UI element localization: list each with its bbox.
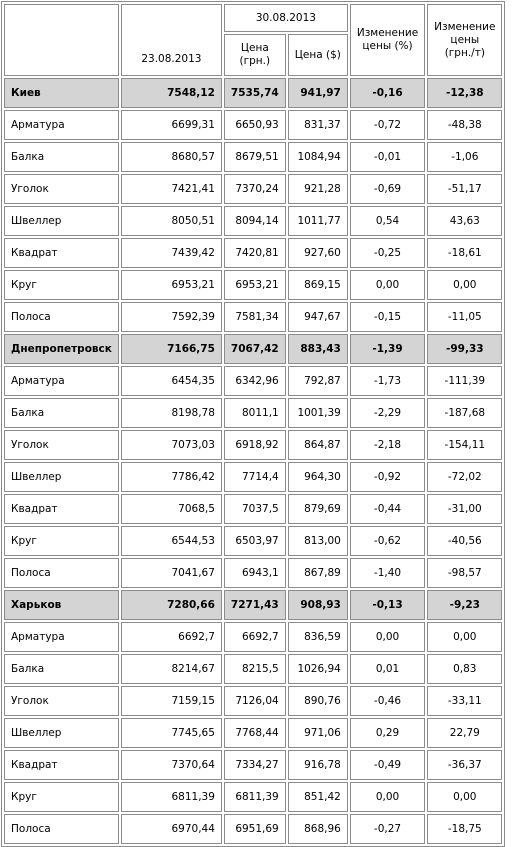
cell-name: Круг (4, 526, 119, 556)
table-row (4, 750, 502, 780)
header-row-top (4, 4, 502, 32)
cell-price-usd: 971,06 (288, 718, 348, 748)
cell-change-abs: -40,56 (427, 526, 502, 556)
cell-price-usd: 1001,39 (288, 398, 348, 428)
cell-change-abs: -33,11 (427, 686, 502, 716)
cell-change-abs: -98,57 (427, 558, 502, 588)
cell-price-prev: 6699,31 (121, 110, 222, 140)
cell-price-prev: 7592,39 (121, 302, 222, 332)
cell-price-usd: 813,00 (288, 526, 348, 556)
cell-change-abs: -18,61 (427, 238, 502, 268)
cell-change-abs: -154,11 (427, 430, 502, 460)
city-row (4, 334, 502, 364)
cell-price-prev: 7548,12 (121, 78, 222, 108)
cell-price-usd: 868,96 (288, 814, 348, 844)
cell-name: Полоса (4, 814, 119, 844)
cell-change-pct: -0,25 (350, 238, 425, 268)
table-row (4, 430, 502, 460)
header-change-abs: Изменение цены (грн./т) (427, 4, 502, 76)
cell-name: Полоса (4, 558, 119, 588)
cell-price-usd: 908,93 (288, 590, 348, 620)
cell-price-usd: 1011,77 (288, 206, 348, 236)
table-row (4, 174, 502, 204)
cell-price-uah: 7714,4 (224, 462, 286, 492)
table-row (4, 302, 502, 332)
cell-price-prev: 6970,44 (121, 814, 222, 844)
cell-change-pct: -2,18 (350, 430, 425, 460)
cell-name: Круг (4, 782, 119, 812)
cell-change-abs: -51,17 (427, 174, 502, 204)
cell-price-uah: 7370,24 (224, 174, 286, 204)
cell-change-pct: 0,29 (350, 718, 425, 748)
cell-name: Квадрат (4, 750, 119, 780)
cell-name: Квадрат (4, 238, 119, 268)
cell-change-abs: -48,38 (427, 110, 502, 140)
cell-price-usd: 916,78 (288, 750, 348, 780)
cell-price-uah: 8679,51 (224, 142, 286, 172)
cell-price-usd: 1084,94 (288, 142, 348, 172)
cell-change-pct: -0,16 (350, 78, 425, 108)
cell-name: Квадрат (4, 494, 119, 524)
table-row (4, 398, 502, 428)
table-row (4, 494, 502, 524)
header-price-usd: Цена ($) (288, 34, 348, 76)
cell-price-usd: 947,67 (288, 302, 348, 332)
cell-change-abs: 0,00 (427, 782, 502, 812)
cell-change-pct: -0,27 (350, 814, 425, 844)
cell-price-prev: 7786,42 (121, 462, 222, 492)
header-date-prev: 23.08.2013 (121, 4, 222, 76)
cell-price-usd: 792,87 (288, 366, 348, 396)
cell-change-pct: -1,39 (350, 334, 425, 364)
header-date-curr: 30.08.2013 (224, 4, 348, 32)
header-price-uah: Цена (грн.) (224, 34, 286, 76)
cell-name: Арматура (4, 622, 119, 652)
cell-change-abs: -9,23 (427, 590, 502, 620)
cell-price-uah: 6342,96 (224, 366, 286, 396)
cell-name: Балка (4, 398, 119, 428)
cell-price-usd: 867,89 (288, 558, 348, 588)
table-row (4, 238, 502, 268)
cell-price-uah: 7768,44 (224, 718, 286, 748)
cell-name: Днепропетровск (4, 334, 119, 364)
cell-change-pct: -0,69 (350, 174, 425, 204)
cell-price-uah: 8215,5 (224, 654, 286, 684)
cell-price-prev: 8680,57 (121, 142, 222, 172)
cell-change-pct: -0,92 (350, 462, 425, 492)
cell-price-prev: 6454,35 (121, 366, 222, 396)
cell-price-uah: 7037,5 (224, 494, 286, 524)
cell-price-prev: 6953,21 (121, 270, 222, 300)
cell-price-usd: 921,28 (288, 174, 348, 204)
cell-change-pct: -1,73 (350, 366, 425, 396)
cell-change-pct: -2,29 (350, 398, 425, 428)
cell-change-pct: -0,13 (350, 590, 425, 620)
cell-price-usd: 851,42 (288, 782, 348, 812)
cell-price-prev: 7745,65 (121, 718, 222, 748)
cell-price-usd: 890,76 (288, 686, 348, 716)
cell-price-usd: 864,87 (288, 430, 348, 460)
cell-price-usd: 831,37 (288, 110, 348, 140)
cell-price-uah: 7581,34 (224, 302, 286, 332)
cell-name: Арматура (4, 366, 119, 396)
cell-price-prev: 7421,41 (121, 174, 222, 204)
cell-change-abs: 0,83 (427, 654, 502, 684)
table-row (4, 654, 502, 684)
cell-name: Швеллер (4, 718, 119, 748)
table-row (4, 462, 502, 492)
table-row (4, 782, 502, 812)
cell-price-uah: 6811,39 (224, 782, 286, 812)
cell-price-usd: 927,60 (288, 238, 348, 268)
cell-price-uah: 6951,69 (224, 814, 286, 844)
cell-price-usd: 941,97 (288, 78, 348, 108)
cell-price-prev: 7073,03 (121, 430, 222, 460)
cell-change-abs: -36,37 (427, 750, 502, 780)
cell-name: Круг (4, 270, 119, 300)
table-row (4, 622, 502, 652)
table-row (4, 558, 502, 588)
table-row (4, 142, 502, 172)
cell-name: Уголок (4, 174, 119, 204)
cell-name: Балка (4, 654, 119, 684)
cell-name: Харьков (4, 590, 119, 620)
cell-price-usd: 869,15 (288, 270, 348, 300)
cell-name: Швеллер (4, 206, 119, 236)
cell-change-pct: -0,01 (350, 142, 425, 172)
cell-price-uah: 8094,14 (224, 206, 286, 236)
cell-price-prev: 8050,51 (121, 206, 222, 236)
cell-change-abs: -12,38 (427, 78, 502, 108)
cell-price-uah: 7334,27 (224, 750, 286, 780)
cell-price-usd: 836,59 (288, 622, 348, 652)
cell-change-pct: -0,72 (350, 110, 425, 140)
price-table-body (4, 4, 502, 844)
cell-change-pct: -0,46 (350, 686, 425, 716)
cell-price-usd: 883,43 (288, 334, 348, 364)
cell-price-prev: 8198,78 (121, 398, 222, 428)
cell-change-pct: 0,54 (350, 206, 425, 236)
table-row (4, 526, 502, 556)
cell-change-abs: -18,75 (427, 814, 502, 844)
cell-change-pct: 0,00 (350, 270, 425, 300)
cell-change-abs: -187,68 (427, 398, 502, 428)
cell-price-prev: 6544,53 (121, 526, 222, 556)
cell-price-prev: 7041,67 (121, 558, 222, 588)
cell-change-abs: -31,00 (427, 494, 502, 524)
header-change-pct: Изменение цены (%) (350, 4, 425, 76)
cell-price-usd: 1026,94 (288, 654, 348, 684)
cell-change-abs: -1,06 (427, 142, 502, 172)
table-row (4, 814, 502, 844)
cell-price-uah: 7271,43 (224, 590, 286, 620)
city-row (4, 590, 502, 620)
cell-change-abs: 22,79 (427, 718, 502, 748)
cell-change-pct: -1,40 (350, 558, 425, 588)
cell-price-usd: 879,69 (288, 494, 348, 524)
table-row (4, 718, 502, 748)
cell-price-prev: 7370,64 (121, 750, 222, 780)
cell-change-pct: 0,01 (350, 654, 425, 684)
header-empty-cell (4, 4, 119, 76)
cell-price-prev: 7068,5 (121, 494, 222, 524)
cell-price-uah: 6503,97 (224, 526, 286, 556)
cell-change-abs: 0,00 (427, 622, 502, 652)
cell-change-abs: 0,00 (427, 270, 502, 300)
cell-price-prev: 7159,15 (121, 686, 222, 716)
price-table-container (1, 1, 505, 847)
cell-change-abs: -111,39 (427, 366, 502, 396)
cell-price-prev: 7439,42 (121, 238, 222, 268)
cell-name: Швеллер (4, 462, 119, 492)
cell-change-pct: 0,00 (350, 622, 425, 652)
cell-change-pct: 0,00 (350, 782, 425, 812)
cell-price-uah: 6953,21 (224, 270, 286, 300)
cell-name: Уголок (4, 430, 119, 460)
cell-price-prev: 6811,39 (121, 782, 222, 812)
table-row (4, 366, 502, 396)
cell-price-uah: 7535,74 (224, 78, 286, 108)
cell-price-prev: 8214,67 (121, 654, 222, 684)
cell-name: Уголок (4, 686, 119, 716)
cell-price-prev: 7166,75 (121, 334, 222, 364)
cell-change-pct: -0,62 (350, 526, 425, 556)
table-row (4, 206, 502, 236)
cell-name: Полоса (4, 302, 119, 332)
cell-price-uah: 6943,1 (224, 558, 286, 588)
cell-price-usd: 964,30 (288, 462, 348, 492)
cell-name: Киев (4, 78, 119, 108)
cell-name: Арматура (4, 110, 119, 140)
cell-name: Балка (4, 142, 119, 172)
cell-change-abs: -99,33 (427, 334, 502, 364)
cell-change-pct: -0,49 (350, 750, 425, 780)
cell-price-uah: 6692,7 (224, 622, 286, 652)
cell-change-pct: -0,44 (350, 494, 425, 524)
cell-price-prev: 6692,7 (121, 622, 222, 652)
cell-change-pct: -0,15 (350, 302, 425, 332)
cell-price-uah: 8011,1 (224, 398, 286, 428)
cell-price-uah: 6650,93 (224, 110, 286, 140)
city-row (4, 78, 502, 108)
cell-price-uah: 7420,81 (224, 238, 286, 268)
cell-price-prev: 7280,66 (121, 590, 222, 620)
cell-change-abs: 43,63 (427, 206, 502, 236)
table-row (4, 270, 502, 300)
price-table (1, 1, 505, 847)
cell-price-uah: 7126,04 (224, 686, 286, 716)
cell-change-abs: -72,02 (427, 462, 502, 492)
cell-change-abs: -11,05 (427, 302, 502, 332)
cell-price-uah: 7067,42 (224, 334, 286, 364)
table-row (4, 110, 502, 140)
table-row (4, 686, 502, 716)
cell-price-uah: 6918,92 (224, 430, 286, 460)
